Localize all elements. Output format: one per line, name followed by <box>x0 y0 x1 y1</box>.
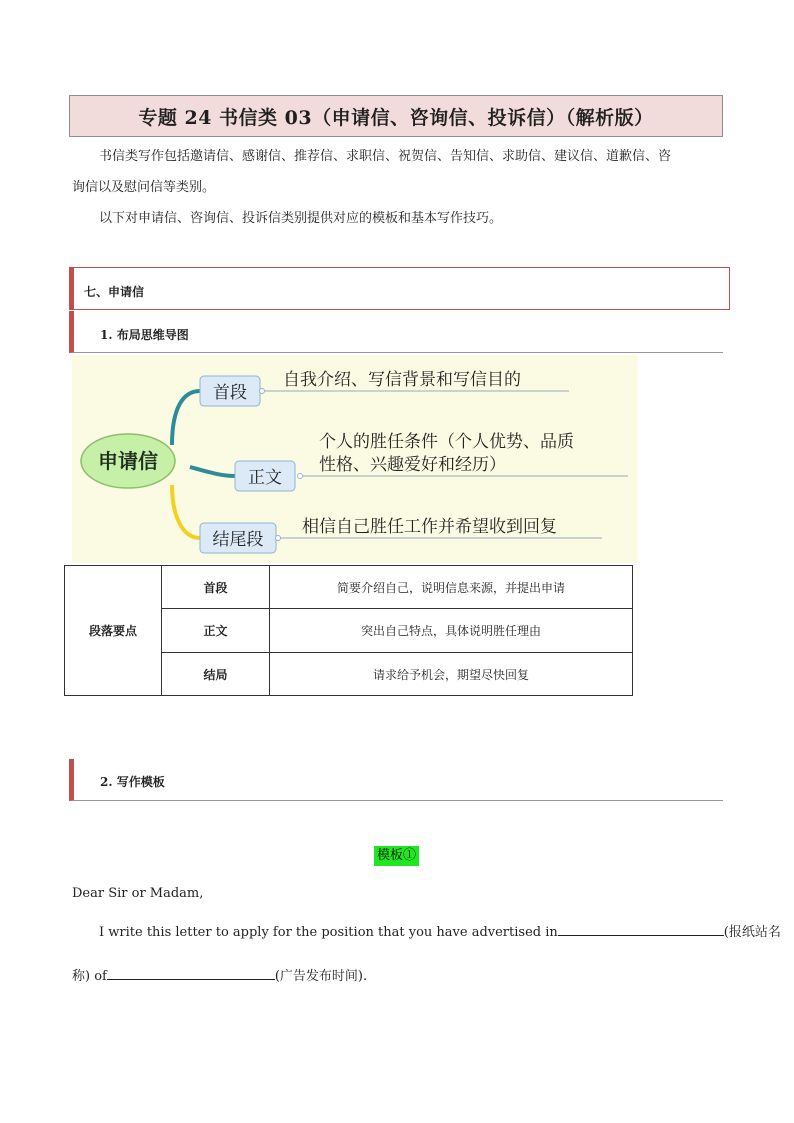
node-closing-label: 结尾段 <box>212 530 264 550</box>
table-part-cell: 结局 <box>162 653 270 696</box>
table-group-label: 段落要点 <box>65 566 162 696</box>
node-body-label: 正文 <box>248 468 282 488</box>
section-heading-application-letter <box>69 267 730 310</box>
template-line-2 <box>72 967 367 985</box>
subsection-heading-label: 1. 布局思维导图 <box>100 328 189 342</box>
table-row <box>65 566 633 609</box>
node-connector-1 <box>260 389 265 394</box>
mind-map <box>72 355 638 563</box>
center-node-label: 申请信 <box>98 449 158 473</box>
template-line-1-text: I write this letter to apply for the position that you have advertised in <box>99 925 558 940</box>
table-part-cell: 正文 <box>162 609 270 653</box>
template-badge: 模板① <box>374 846 419 866</box>
fill-blank-date[interactable] <box>107 967 275 980</box>
branch-line-2 <box>190 467 235 476</box>
subsection-heading-label: 2. 写作模板 <box>100 775 165 789</box>
template-line-1 <box>99 923 781 941</box>
table-desc-cell: 突出自己特点，具体说明胜任理由 <box>270 609 633 653</box>
branch-text-2a: 个人的胜任条件（个人优势、品质 <box>319 432 574 452</box>
branch-line-1 <box>172 391 200 445</box>
node-connector-3 <box>276 536 281 541</box>
branch-line-3 <box>172 485 200 538</box>
paragraph-points-table <box>64 565 633 696</box>
subsection-heading-template <box>69 759 723 801</box>
branch-text-2b: 性格、兴趣爱好和经历） <box>319 455 506 475</box>
table-desc-cell: 请求给予机会，期望尽快回复 <box>270 653 633 696</box>
template-line-2-text: 称) of <box>72 969 107 984</box>
branch-text-3: 相信自己胜任工作并希望收到回复 <box>302 517 557 537</box>
template-line-2-hint: (广告发布时间). <box>274 969 368 984</box>
intro-line-1: 书信类写作包括邀请信、感谢信、推荐信、求职信、祝贺信、告知信、求助信、建议信、道歉信、咨 <box>99 149 672 164</box>
intro-line-3: 以下对申请信、咨询信、投诉信类别提供对应的模板和基本写作技巧。 <box>99 211 503 226</box>
node-first-paragraph-label: 首段 <box>213 383 247 403</box>
node-connector-2 <box>298 474 303 479</box>
intro-line-2: 询信以及慰问信等类别。 <box>72 180 216 195</box>
fill-blank-newspaper[interactable] <box>558 923 724 936</box>
table-desc-cell: 简要介绍自己，说明信息来源，并提出申请 <box>270 566 633 609</box>
template-salutation: Dear Sir or Madam, <box>72 886 204 901</box>
subsection-heading-mindmap <box>69 311 723 353</box>
table-part-cell: 首段 <box>162 566 270 609</box>
branch-text-1: 自我介绍、写信背景和写信目的 <box>283 370 521 390</box>
section-heading-label: 七、申请信 <box>84 285 145 299</box>
page-title: 专题 24 书信类 03（申请信、咨询信、投诉信）（解析版） <box>69 95 723 137</box>
template-line-1-hint: (报纸站名 <box>723 925 781 940</box>
